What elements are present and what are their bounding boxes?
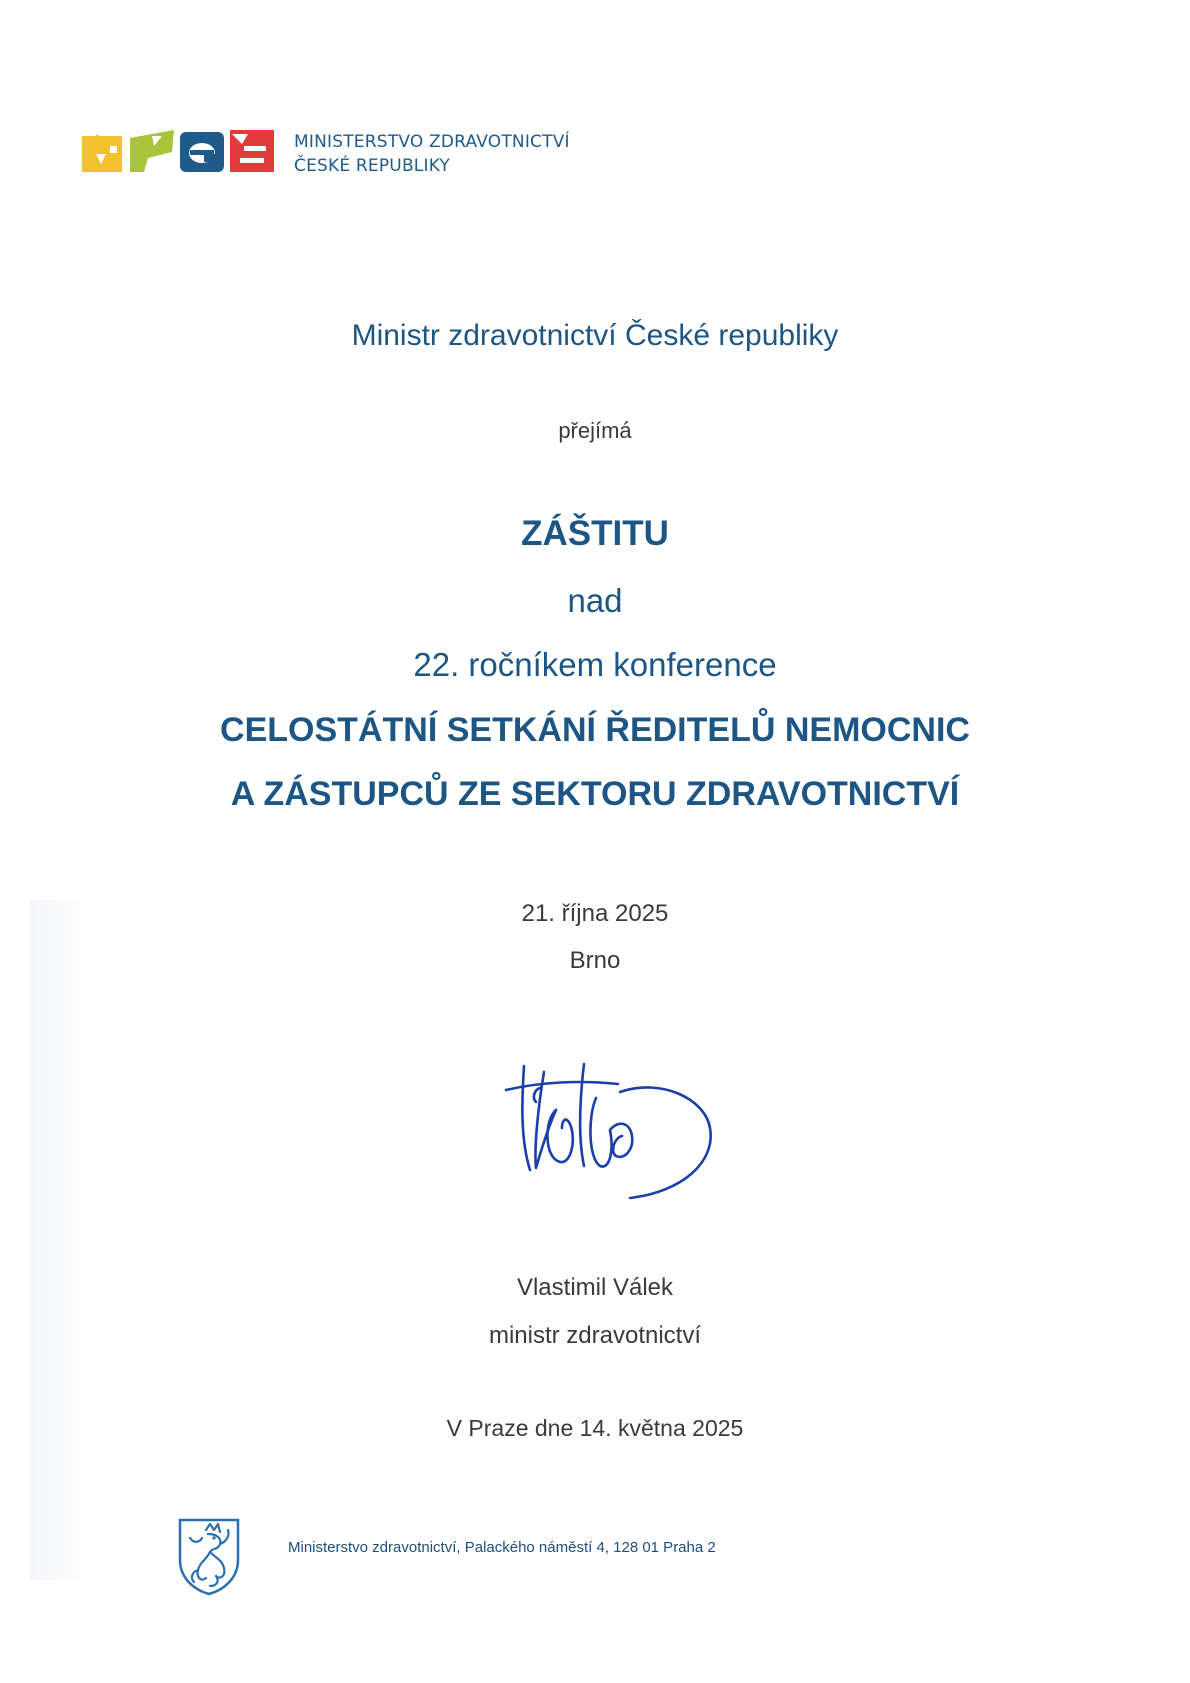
handwritten-signature — [500, 1058, 720, 1208]
logo-blue-shape — [180, 132, 224, 172]
logo-yellow-shape — [82, 134, 122, 172]
event-date: 21. října 2025 — [521, 900, 669, 927]
conference-title-line2: A ZÁSTUPCŮ ZE SEKTORU ZDRAVOTNICTVÍ — [230, 775, 960, 813]
ministry-name — [294, 130, 570, 178]
scan-edge-shadow — [30, 900, 90, 1580]
ministry-logo — [82, 130, 274, 174]
ministry-name-line2: ČESKÉ REPUBLIKY — [294, 156, 451, 176]
over-text: nad — [567, 582, 623, 619]
footer-address: Ministerstvo zdravotnictví, Palackého náměstí 4, 128 01 Praha 2 — [288, 1539, 716, 1556]
signer-role: ministr zdravotnictví — [488, 1322, 702, 1349]
logo-red-shape — [230, 130, 274, 172]
event-city: Brno — [569, 947, 621, 974]
patronage-title: ZÁŠTITU — [521, 514, 669, 553]
logo-green-shape — [130, 130, 174, 172]
conference-title-line1: CELOSTÁTNÍ SETKÁNÍ ŘEDITELŮ NEMOCNIC — [220, 711, 970, 749]
signer-name: Vlastimil Válek — [516, 1274, 674, 1301]
place-and-date: V Praze dne 14. května 2025 — [446, 1415, 744, 1441]
document-heading: Ministr zdravotnictví České republiky — [351, 319, 839, 352]
coat-of-arms-icon — [176, 1516, 242, 1596]
edition-text: 22. ročníkem konference — [413, 646, 777, 683]
ministry-name-line1: MINISTERSTVO ZDRAVOTNICTVÍ — [294, 132, 570, 152]
verb-text: přejímá — [558, 418, 632, 443]
